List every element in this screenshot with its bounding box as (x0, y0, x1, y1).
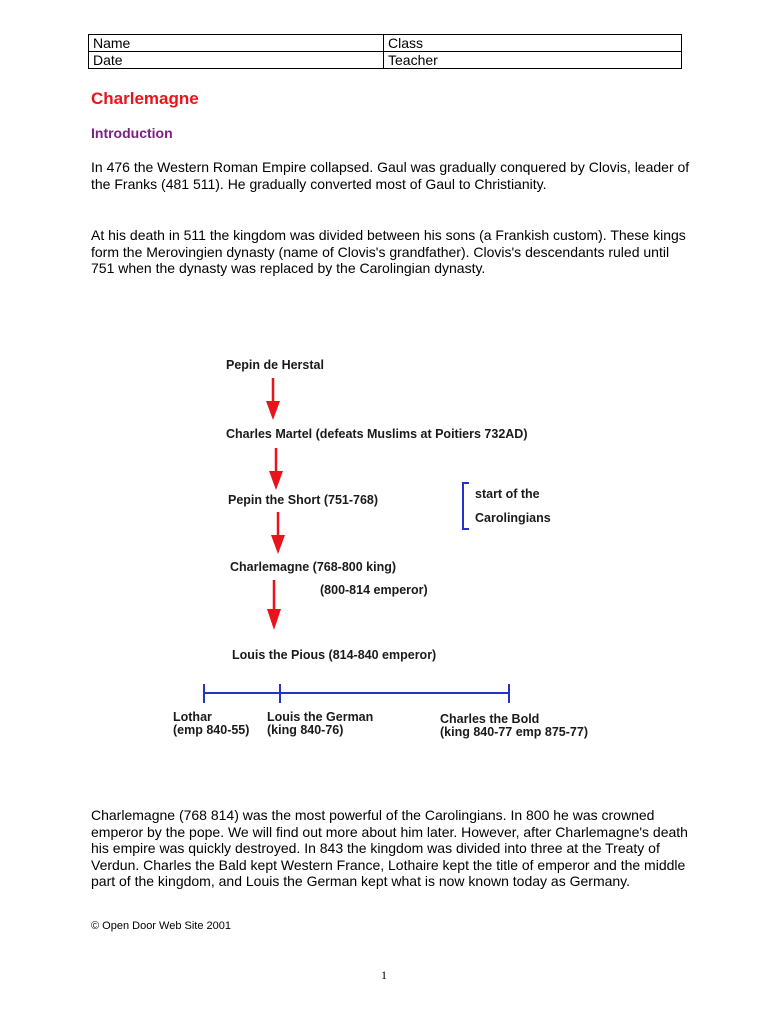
charlemagne-paragraph: Charlemagne (768 814) was the most powerful of the Carolingians. In 800 he was crowned emperor by the pope. We will find out more about him later. However, after Charlemagne's death his empire was quickly destroyed. In 843 the kingdom was divided into three at the Treaty of Verdun. Charles the Bald kept Western France, Lothaire kept the title of emperor and the middle part of the kingdom, and Louis the German kept what is now known today as Germany. (91, 807, 688, 889)
intro-paragraph: In 476 the Western Roman Empire collapsed. Gaul was gradually conquered by Clovis, leader of the Franks (481 511). He gradually converted most of Gaul to Christianity. (91, 159, 690, 192)
heir-name-lothar: Lothar (173, 710, 212, 724)
down-arrow-icon (271, 512, 285, 554)
lineage-label-charles-martel: Charles Martel (defeats Muslims at Poitiers 732AD) (226, 427, 528, 441)
lineage-label-charlemagne: Charlemagne (768-800 king) (230, 560, 397, 574)
name-cell: Name (89, 35, 384, 52)
down-arrow-icon (267, 580, 281, 630)
lineage-label-pepin-herstal: Pepin de Herstal (226, 358, 324, 372)
page-number: 1 (381, 968, 387, 982)
class-cell: Class (384, 35, 682, 52)
heir-name-louis-german: Louis the German (267, 710, 374, 724)
page-title: Charlemagne (91, 89, 199, 108)
down-arrow-icon (269, 448, 283, 490)
heirs-timeline (204, 684, 510, 703)
heir-detail-louis-german: (king 840-76) (267, 723, 344, 737)
down-arrow-icon (266, 378, 280, 420)
lineage-label-charlemagne-emperor: (800-814 emperor) (320, 583, 428, 597)
merovingian-paragraph: At his death in 511 the kingdom was divided between his sons (a Frankish custom). These kings form the Merovingien dynasty (name of Clovis's grandfather). Clovis's descendants ruled until 751 when the dynasty was replaced by the Carolingian dynasty. (91, 227, 686, 276)
heir-name-charles-bold: Charles the Bold (440, 712, 540, 726)
teacher-cell: Teacher (384, 52, 682, 69)
section-heading: Introduction (91, 125, 173, 141)
lineage-label-pepin-short: Pepin the Short (751-768) (228, 493, 379, 507)
lineage-label-louis-pious: Louis the Pious (814-840 emperor) (232, 648, 437, 662)
copyright-notice: © Open Door Web Site 2001 (91, 920, 231, 932)
heir-detail-lothar: (emp 840-55) (173, 723, 250, 737)
date-cell: Date (89, 52, 384, 69)
bracket-note-line-1: start of the (475, 487, 540, 501)
carolingian-bracket (463, 483, 469, 529)
bracket-note-line-2: Carolingians (475, 511, 551, 525)
heir-detail-charles-bold: (king 840-77 emp 875-77) (440, 725, 588, 739)
